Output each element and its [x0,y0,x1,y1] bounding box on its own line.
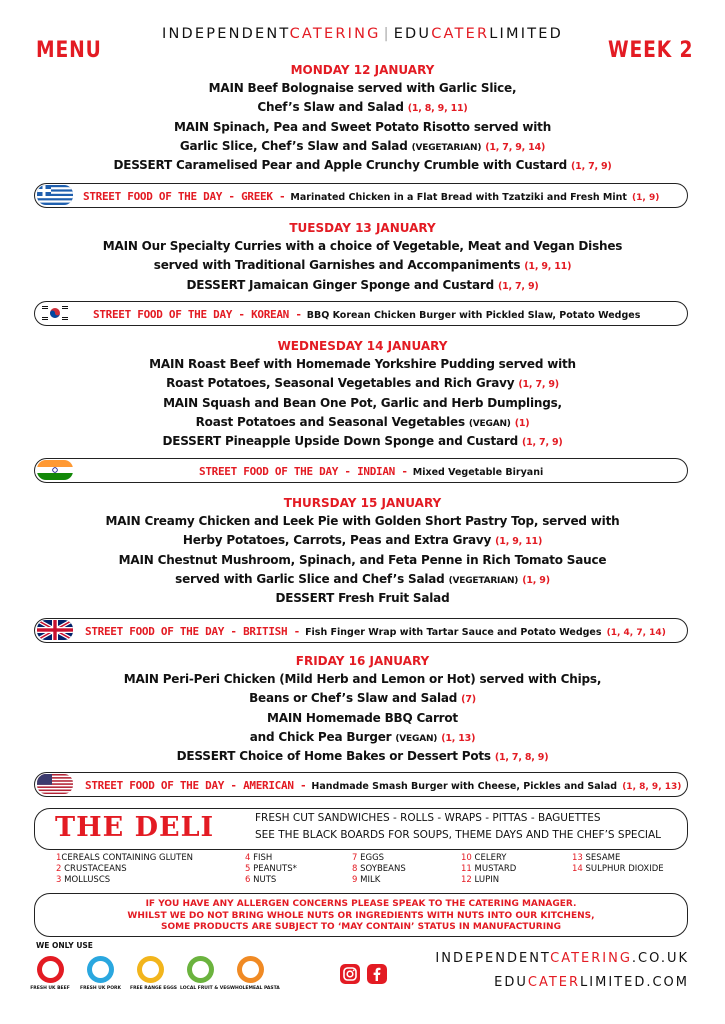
badge-fruit-veg [180,956,230,991]
uk-flag-icon [37,620,73,640]
menu-line [0,728,725,747]
allergen-codes: (1, 4, 7, 14) [606,628,666,638]
allergen-warning [34,893,688,937]
day-title: FRIDAY 16 JANUARY [295,654,430,668]
day-thursday [0,494,725,608]
badge-caption: LOCAL FRUIT & VEG [180,986,230,991]
menu-line: MAIN Chestnut Mushroom, Spinach, and Feta Penne in Rich Tomato Sauce [118,552,607,567]
street-food-korean [34,301,688,326]
menu-line [0,570,725,589]
greece-flag-icon [37,185,73,205]
menu-line: MAIN Creamy Chicken and Leek Pie with Golden Short Pastry Top, served with [105,514,620,528]
street-food-label: STREET FOOD OF THE DAY - INDIAN - [199,465,408,478]
street-food-british [34,618,688,643]
allergen-item: 10 CELERY [461,853,507,863]
menu-line: MAIN Homemade BBQ Carrot [267,710,458,725]
street-food-desc: Mixed Vegetable Biryani [412,467,544,478]
deli-line-2: SEE THE BLACK BOARDS FOR SOUPS, THEME DAYS AND THE CHEF’S SPECIAL [255,829,662,841]
street-food-label: STREET FOOD OF THE DAY - BRITISH - [85,625,300,638]
diet-note: (VEGAN) [395,733,438,744]
allergen-item: 2 CRUSTACEANS [56,864,127,874]
menu-line: MAIN Squash and Bean One Pot, Garlic and Herb Dumplings, [163,395,562,410]
allergen-item: 7 EGGS [352,853,385,863]
dish-text: Beans or Chef’s Slaw and Salad [249,691,458,706]
allergen-codes: (1, 8, 9, 11) [407,103,468,115]
street-food-american [34,772,688,797]
brand-cater: CATER [431,26,490,42]
dish-text: DESSERT Choice of Home Bakes or Dessert Pots [176,749,491,764]
instagram-icon[interactable] [340,964,360,984]
menu-line [0,374,725,393]
day-title: TUESDAY 13 JANUARY [289,221,436,235]
menu-line [0,531,725,550]
menu-line [0,276,725,295]
brand-separator: | [383,26,391,42]
street-food-greek [34,183,688,208]
week-heading: WEEK 2 [607,38,693,63]
dish-text: served with Traditional Garnishes and Accompaniments [153,258,521,273]
menu-line: MAIN Beef Bolognaise served with Garlic Slice, [208,81,517,95]
menu-line [0,98,725,117]
allergen-codes: (1) [514,417,530,429]
menu-line [0,256,725,275]
cow-icon [37,956,64,983]
pig-icon [87,956,114,983]
brand-limited: LIMITED [489,26,563,42]
dish-text: and Chick Pea Burger [249,729,392,744]
street-food-indian [34,458,688,483]
menu-line [0,432,725,451]
street-food-desc: Fish Finger Wrap with Tartar Sauce and Potato Wedges [305,627,602,638]
brand-catering: CATERING [289,26,381,42]
dish-text: Roast Potatoes and Seasonal Vegetables [195,414,465,429]
dish-text: Herby Potatoes, Carrots, Peas and Extra Gravy [182,533,492,548]
day-title: WEDNESDAY 14 JANUARY [277,339,448,353]
menu-line: MAIN Our Specialty Curries with a choice of Vegetable, Meat and Vegan Dishes [102,239,623,253]
menu-heading: MENU [36,38,102,63]
allergen-codes: (1, 7, 9) [521,437,563,449]
dish-text: DESSERT Pineapple Upside Down Sponge and Custard [162,434,518,449]
allergen-item: 12 LUPIN [461,875,500,885]
allergen-codes: (1, 9, 11) [495,536,543,548]
day-title: MONDAY 12 JANUARY [290,63,435,77]
allergen-item: 3 MOLLUSCS [56,875,111,885]
menu-line [0,747,725,766]
street-food-label: STREET FOOD OF THE DAY - GREEK - [83,190,286,203]
warning-line-1: IF YOU HAVE ANY ALLERGEN CONCERNS PLEASE SPEAK TO THE CATERING MANAGER. [145,899,577,909]
menu-line: MAIN Spinach, Pea and Sweet Potato Risotto served with [173,119,552,134]
website-educater[interactable]: EDUCATERLIMITED.COM [494,975,689,990]
allergen-codes: (1, 9, 11) [524,261,572,273]
website-independent-catering[interactable]: INDEPENDENTCATERING.CO.UK [435,951,689,966]
menu-line: DESSERT Fresh Fruit Salad [275,591,450,606]
dish-text: DESSERT Jamaican Ginger Sponge and Custard [186,277,494,292]
badge-beef [30,956,70,991]
allergen-codes: (1, 9) [522,574,550,586]
menu-line: MAIN Roast Beef with Homemade Yorkshire Pudding served with [149,357,576,371]
diet-note: (VEGETARIAN) [448,575,519,586]
badge-caption: WHOLEMEAL PASTA [230,986,280,991]
allergen-codes: (1, 7, 9) [571,161,612,173]
warning-line-3: SOME PRODUCTS ARE SUBJECT TO ‘MAY CONTAIN’ STATUS IN MANUFACTURING [161,922,561,932]
street-food-desc: Handmade Smash Burger with Cheese, Pickles and Salad [311,781,618,792]
menu-line: MAIN Peri-Peri Chicken (Mild Herb and Lemon or Hot) served with Chips, [123,672,602,686]
day-monday [0,61,725,175]
day-friday [0,652,725,766]
allergen-item: 9 MILK [352,875,381,885]
badge-pork [80,956,120,991]
allergen-codes: (1, 13) [441,732,476,744]
deli-line-1: FRESH CUT SANDWICHES - ROLLS - WRAPS - PITTAS - BAGUETTES [255,812,601,824]
allergen-item: 6 NUTS [245,875,277,885]
usa-flag-icon [37,774,73,794]
dish-text: DESSERT Caramelised Pear and Apple Crunchy Crumble with Custard [113,158,568,173]
allergen-item: 1CEREALS CONTAINING GLUTEN [56,853,194,863]
badge-pasta [230,956,280,991]
allergen-codes: (1, 9) [632,193,660,203]
diet-note: (VEGAN) [468,418,511,429]
menu-line [0,137,725,156]
day-tuesday [0,219,725,295]
chicken-icon [137,956,164,983]
india-flag-icon [37,460,73,480]
street-food-label: STREET FOOD OF THE DAY - AMERICAN - [85,779,307,792]
brand-edu: EDU [393,26,432,42]
badge-caption: FRESH UK PORK [80,986,121,991]
wheat-icon [237,956,264,983]
deli-panel [34,808,688,850]
day-wednesday [0,337,725,451]
allergen-item: 8 SOYBEANS [352,864,406,874]
allergen-item: 4 FISH [245,853,273,863]
allergen-item: 11 MUSTARD [461,864,517,874]
allergen-codes: (1, 7, 9) [518,379,559,391]
diet-note: (VEGETARIAN) [411,142,482,153]
allergen-item: 14 SULPHUR DIOXIDE [572,864,664,874]
allergen-codes: (1, 7, 9, 14) [485,141,546,153]
allergen-item: 13 SESAME [572,853,621,863]
allergen-codes: (1, 8, 9, 13) [622,782,682,792]
brand-independent: INDEPENDENT [162,26,290,42]
facebook-icon[interactable] [367,964,387,984]
menu-line [0,413,725,432]
south-korea-flag-icon [37,303,73,323]
dish-text: served with Garlic Slice and Chef’s Salad [175,571,445,586]
allergen-codes: (7) [461,694,476,706]
we-only-use-label: WE ONLY USE [36,941,93,950]
street-food-label: STREET FOOD OF THE DAY - KOREAN - [93,308,302,321]
badge-caption: FREE RANGE EGGS [130,986,178,991]
apple-icon [187,956,214,983]
deli-title: THE DELI [55,812,215,843]
warning-line-2: WHILST WE DO NOT BRING WHOLE NUTS OR INGREDIENTS WITH NUTS INTO OUR KITCHENS, [127,910,595,921]
badge-eggs [130,956,178,991]
street-food-desc: BBQ Korean Chicken Burger with Pickled Slaw, Potato Wedges [306,310,641,321]
dish-text: Roast Potatoes, Seasonal Vegetables and Rich Gravy [166,376,515,391]
allergen-codes: (1, 7, 9) [497,280,539,292]
menu-line [0,156,725,175]
menu-line [0,689,725,708]
dish-text: Chef’s Slaw and Salad [257,100,404,115]
day-title: THURSDAY 15 JANUARY [283,496,442,510]
street-food-desc: Marinated Chicken in a Flat Bread with Tzatziki and Fresh Mint [290,192,627,203]
brand-header [0,26,725,42]
dish-text: Garlic Slice, Chef’s Slaw and Salad [179,138,408,153]
allergen-codes: (1, 7, 8, 9) [494,752,549,764]
badge-caption: FRESH UK BEEF [30,986,70,991]
allergen-item: 5 PEANUTS* [245,864,297,874]
